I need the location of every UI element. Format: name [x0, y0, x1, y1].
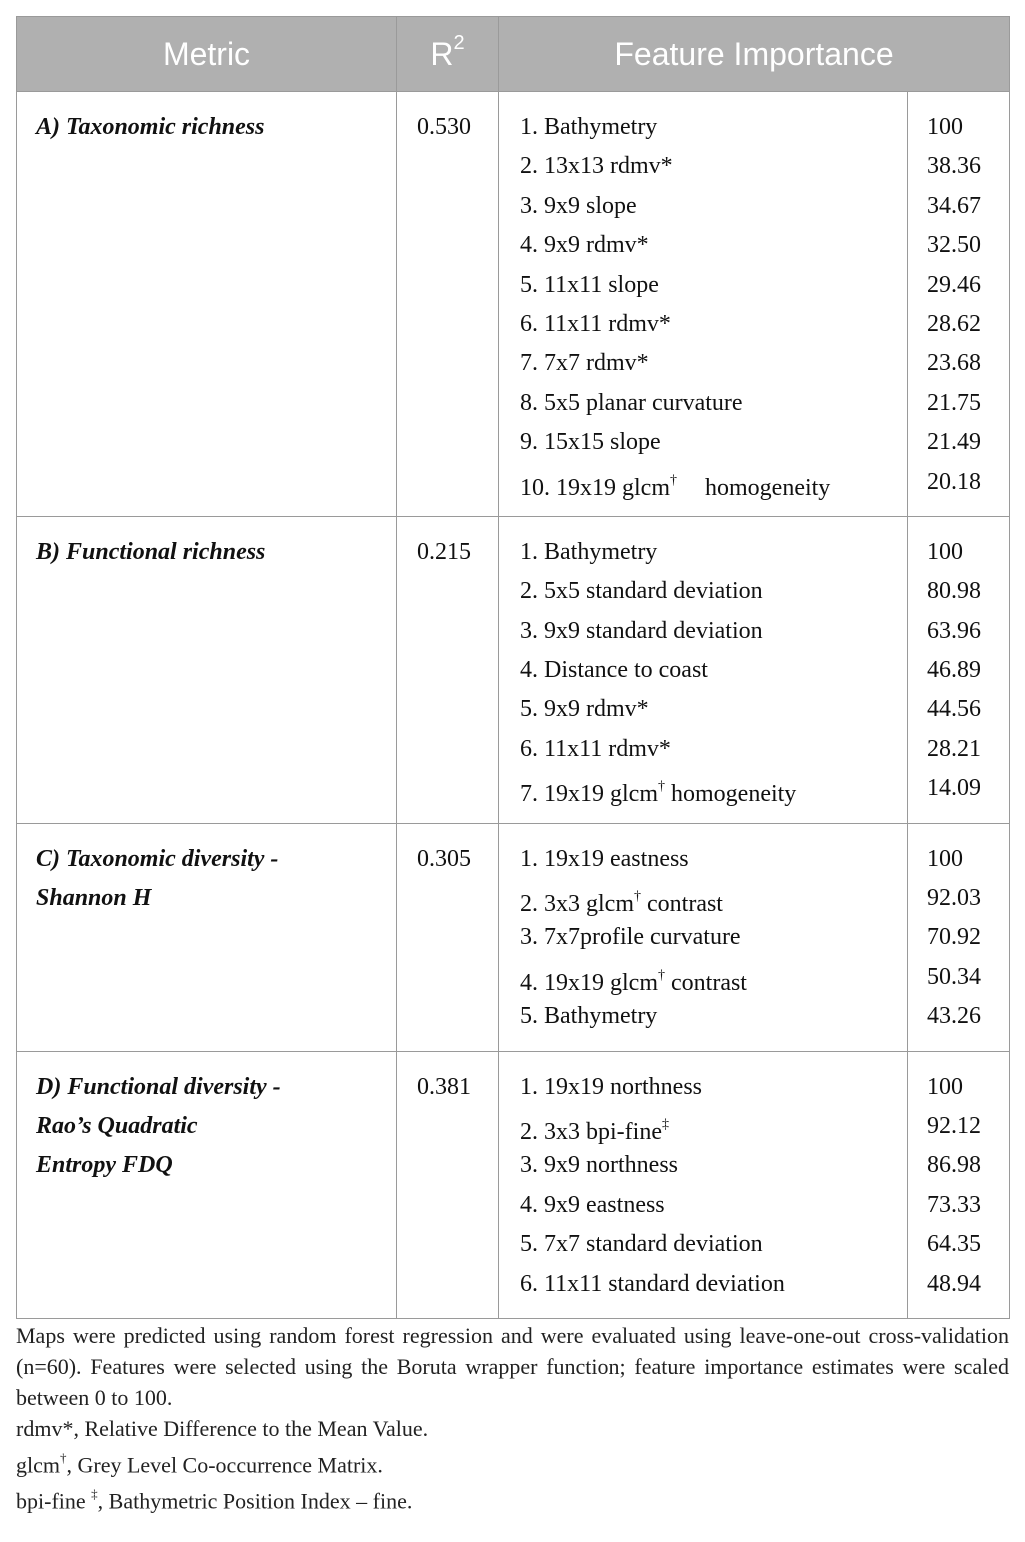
feature-list	[499, 516, 908, 823]
importance-value: 80.98	[927, 578, 981, 605]
importance-value: 48.94	[927, 1270, 981, 1297]
feature-label: 6. 11x11 standard deviation	[520, 1270, 785, 1297]
feature-label: 3. 7x7profile curvature	[520, 924, 741, 951]
feature-label	[520, 769, 907, 808]
feature-label-pre: 4. 19x19 glcm	[520, 969, 658, 996]
importance-value: 64.35	[927, 1231, 981, 1258]
feature-label: 6. 11x11 rdmv*	[520, 735, 671, 762]
importance-list	[908, 92, 1010, 517]
feature-label-pre: 10. 19x19 glcm	[520, 474, 670, 501]
metric-label-line: Shannon H	[36, 885, 152, 912]
table-footnotes	[16, 1320, 1009, 1517]
dagger-mark: †	[658, 779, 665, 795]
feature-label: 1. 19x19 eastness	[520, 845, 689, 872]
importance-value: 100	[927, 845, 963, 872]
table-row	[17, 823, 1010, 1051]
feature-label-pre: 2. 3x3 bpi-fine	[520, 1118, 662, 1145]
feature-label-post: contrast	[671, 969, 747, 996]
dagger-mark: †	[60, 1450, 67, 1465]
importance-value: 23.68	[927, 350, 981, 377]
metric-label: A) Taxonomic richness	[36, 114, 265, 140]
feature-label: 4. Distance to coast	[520, 657, 708, 684]
dagger-mark: †	[658, 967, 665, 983]
feature-label: 6. 11x11 rdmv*	[520, 310, 671, 337]
feature-list	[499, 92, 908, 517]
importance-value: 100	[927, 538, 963, 565]
metric-label-line: D) Functional diversity -	[36, 1073, 281, 1100]
feature-label: 2. 5x5 standard deviation	[520, 578, 763, 605]
header-r2	[397, 17, 499, 92]
footnote-bpi	[16, 1480, 1009, 1516]
importance-value: 92.03	[927, 885, 981, 912]
importance-value: 21.49	[927, 429, 981, 456]
feature-label-pre: 7. 19x19 glcm	[520, 781, 658, 808]
feature-label	[520, 1107, 907, 1146]
importance-value: 20.18	[927, 468, 981, 495]
double-dagger-mark: ‡	[91, 1486, 98, 1502]
feature-label: 2. 13x13 rdmv*	[520, 153, 673, 180]
feature-label: 7. 7x7 rdmv*	[520, 350, 649, 377]
importance-value: 46.89	[927, 657, 981, 684]
feature-label: 1. 19x19 northness	[520, 1073, 702, 1100]
r2-cell: 0.381	[397, 1051, 499, 1318]
r2-cell: 0.305	[397, 823, 499, 1051]
importance-value: 21.75	[927, 389, 981, 416]
importance-value: 29.46	[927, 271, 981, 298]
importance-value: 86.98	[927, 1152, 981, 1179]
header-r2-base: R	[430, 35, 454, 72]
metric-label-line: Rao’s Quadratic	[36, 1113, 198, 1139]
importance-value: 44.56	[927, 696, 981, 723]
metric-label-line: C) Taxonomic diversity -	[36, 845, 279, 872]
table-row	[17, 1051, 1010, 1318]
feature-label: 5. 9x9 rdmv*	[520, 696, 649, 723]
feature-importance-table	[16, 16, 1010, 1319]
importance-value: 28.21	[927, 735, 981, 762]
header-r2-sup: 2	[453, 31, 465, 54]
footnote-main: Maps were predicted using random forest regression and were evaluated using leave-one-out cross-validation (n=60). Features were selected using the Boruta wrapper function; feature importance estimates were scaled between 0 to 100.	[16, 1323, 1009, 1410]
header-metric: Metric	[17, 17, 397, 92]
importance-value: 70.92	[927, 924, 981, 951]
metric-cell	[17, 516, 397, 823]
r2-cell: 0.530	[397, 92, 499, 517]
table-row	[17, 516, 1010, 823]
metric-cell	[17, 92, 397, 517]
feature-label: 4. 9x9 rdmv*	[520, 232, 649, 259]
importance-value: 100	[927, 1073, 963, 1100]
footnote-bpi-term: bpi-fine	[16, 1488, 92, 1514]
feature-list	[499, 823, 908, 1051]
feature-label: 3. 9x9 northness	[520, 1152, 678, 1179]
feature-label-post: homogeneity	[705, 474, 831, 501]
importance-value: 92.12	[927, 1112, 981, 1139]
feature-label: 5. Bathymetry	[520, 1003, 658, 1030]
importance-value: 32.50	[927, 232, 981, 259]
feature-label: 4. 9x9 eastness	[520, 1191, 665, 1218]
feature-label-post: contrast	[647, 891, 723, 918]
importance-value: 73.33	[927, 1191, 981, 1218]
importance-value: 14.09	[927, 775, 981, 802]
metric-cell	[17, 1051, 397, 1318]
double-dagger-mark: ‡	[661, 1116, 669, 1132]
feature-label: 5. 11x11 slope	[520, 271, 659, 298]
footnote-glcm	[16, 1444, 1009, 1480]
feature-label-pre: 2. 3x3 glcm	[520, 891, 634, 918]
dagger-mark: †	[670, 472, 677, 488]
importance-value: 28.62	[927, 310, 981, 337]
header-feature-importance: Feature Importance	[499, 17, 1010, 92]
feature-label: 5. 7x7 standard deviation	[520, 1231, 763, 1258]
importance-list	[908, 823, 1010, 1051]
dagger-mark: †	[634, 889, 641, 905]
metric-label: B) Functional richness	[36, 538, 266, 565]
feature-label: 9. 15x15 slope	[520, 429, 661, 456]
feature-label: 8. 5x5 planar curvature	[520, 389, 743, 416]
importance-list	[908, 1051, 1010, 1318]
table-header-row	[17, 17, 1010, 92]
importance-value: 50.34	[927, 963, 981, 990]
importance-list	[908, 516, 1010, 823]
feature-label: 1. Bathymetry	[520, 114, 658, 140]
feature-label: 1. Bathymetry	[520, 538, 658, 565]
metric-label-line: Entropy FDQ	[36, 1152, 173, 1179]
feature-label	[520, 463, 907, 502]
table-row	[17, 92, 1010, 517]
r2-cell: 0.215	[397, 516, 499, 823]
importance-value: 43.26	[927, 1003, 981, 1030]
importance-value: 34.67	[927, 192, 981, 219]
importance-value: 100	[927, 114, 963, 140]
feature-label: 3. 9x9 standard deviation	[520, 617, 763, 644]
importance-value: 38.36	[927, 153, 981, 180]
footnote-bpi-text: , Bathymetric Position Index – fine.	[97, 1488, 413, 1514]
feature-label	[520, 958, 907, 997]
importance-value: 63.96	[927, 617, 981, 644]
feature-label: 3. 9x9 slope	[520, 192, 637, 219]
footnote-glcm-text: , Grey Level Co-occurrence Matrix.	[66, 1452, 383, 1478]
footnote-glcm-term: glcm	[16, 1452, 60, 1478]
footnote-rdmv: rdmv*, Relative Difference to the Mean Value.	[16, 1416, 429, 1441]
feature-label-post: homogeneity	[671, 781, 797, 808]
feature-label	[520, 879, 907, 918]
feature-list	[499, 1051, 908, 1318]
metric-cell	[17, 823, 397, 1051]
table-container	[16, 16, 1009, 1319]
